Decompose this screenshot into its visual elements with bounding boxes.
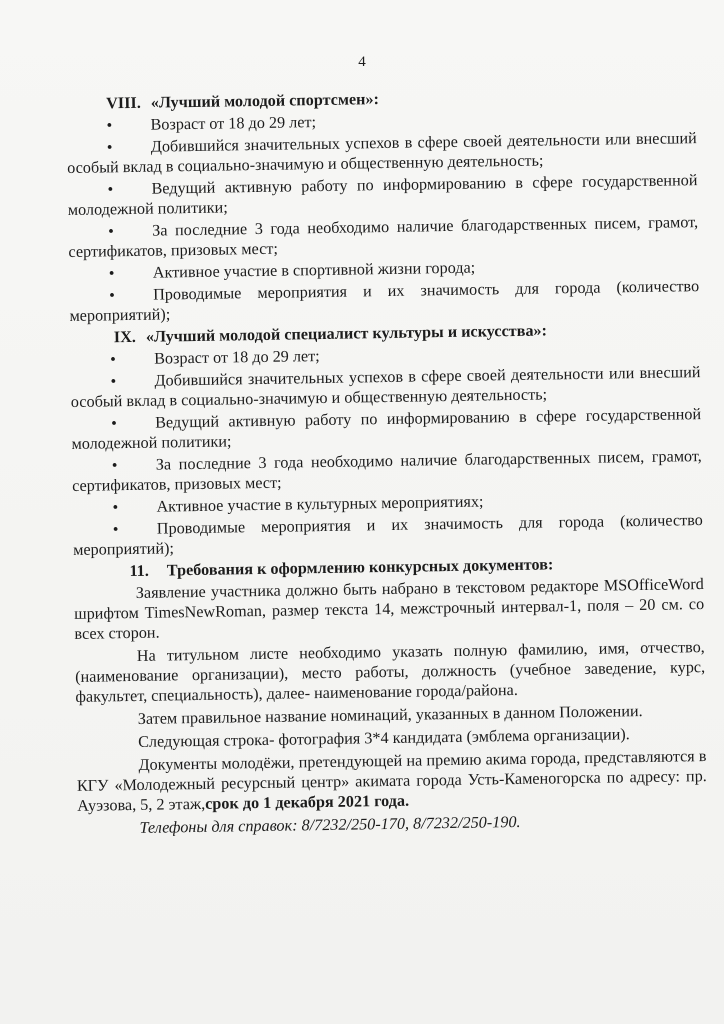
list-item: • Добившийся значительных успехов в сфере своей деятельности или внесший особый вклад в социально-значимую и общественную деятельность;	[70, 363, 701, 411]
bullet-icon: •	[108, 264, 115, 283]
page-number: 4	[358, 54, 366, 70]
list-item: • Проводимые мероприятия и их значимость для города (количество мероприятий);	[69, 277, 700, 325]
section-title: «Лучший молодой спортсмен»:	[150, 90, 380, 112]
section-number: IX.	[113, 327, 137, 347]
bullet-icon: •	[110, 350, 116, 369]
list-item: • За последние 3 года необходимо наличие благодарственных писем, грамот, сертификатов, призовых мест;	[72, 447, 702, 495]
bullet-icon: •	[107, 180, 114, 199]
contact-phones: Телефоны для справок: 8/7232/250-170, 8/7232/250-190.	[139, 812, 521, 837]
list-item: • Активное участие в спортивной жизни города;	[108, 258, 476, 283]
list-item: • Возраст от 18 до 29 лет;	[110, 347, 320, 369]
bullet-icon: •	[111, 414, 117, 433]
requirements-paragraph-title-page: На титульном листе необходимо указать полную фамилию, имя, отчество,(наименование организации), место работы, должность (учебное заведение, курс, факультет, специальность), далее- наименование города/района.	[75, 638, 706, 706]
list-item: • Ведущий активную работу по информированию в сфере государственной молодежной политики;	[71, 405, 702, 453]
requirements-paragraph-format: Заявление участника должно быть набрано в текстовом редакторе MSOfficeWord шрифтом TimesNewRoman, размер текста 14, межстрочный интервал-1, поля – 20 см. со всех сторон.	[74, 575, 705, 643]
section-title: Требования к оформлению конкурсных документов:	[166, 555, 554, 580]
bullet-icon: •	[112, 520, 119, 539]
list-item: • Возраст от 18 до 29 лет;	[106, 113, 317, 135]
criteria-list-viii	[66, 106, 699, 326]
requirements-paragraph-nominations: Затем правильное название номинаций, указанных в данном Положении.	[137, 702, 643, 728]
bullet-icon: •	[110, 372, 117, 391]
section-title: «Лучший молодой специалист культуры и искусства»:	[145, 321, 548, 346]
section-number: VIII.	[106, 93, 141, 113]
bullet-icon: •	[108, 222, 114, 241]
list-item: • Проводимые мероприятия и их значимость для города (количество мероприятий);	[73, 511, 703, 559]
list-item: • За последние 3 года необходимо наличие благодарственных писем, грамот, сертификатов, призовых мест;	[68, 213, 699, 261]
criteria-list-ix	[70, 340, 703, 560]
bullet-icon: •	[111, 456, 118, 475]
bullet-icon: •	[109, 286, 115, 305]
requirements-paragraph-submission: Документы молодёжи, претендующей на премию акима города, представляются в КГУ «Молодежный ресурсный центр» акимата города Усть-Каменогорска по адресу: пр. Ауэзова, 5, 2 этаж,срок до 1 декабря 2021 года.	[76, 747, 707, 815]
list-item: • Активное участие в культурных мероприятиях;	[112, 492, 484, 517]
list-item: • Ведущий активную работу по информированию в сфере государственной молодежной политики;	[67, 171, 698, 219]
bullet-icon: •	[112, 498, 119, 517]
bullet-icon: •	[106, 116, 113, 135]
document-body	[66, 84, 708, 839]
deadline-text: срок до 1 декабря 2021 года.	[205, 791, 410, 813]
requirements-paragraph-photo: Следующая строка- фотография 3*4 кандидата (эмблема организации).	[138, 725, 630, 751]
section-number: 11.	[129, 561, 149, 581]
bullet-icon: •	[106, 138, 113, 157]
list-item: • Добившийся значительных успехов в сфере своей деятельности или внесший особый вклад в социально-значимую и общественную деятельность;	[67, 129, 697, 177]
